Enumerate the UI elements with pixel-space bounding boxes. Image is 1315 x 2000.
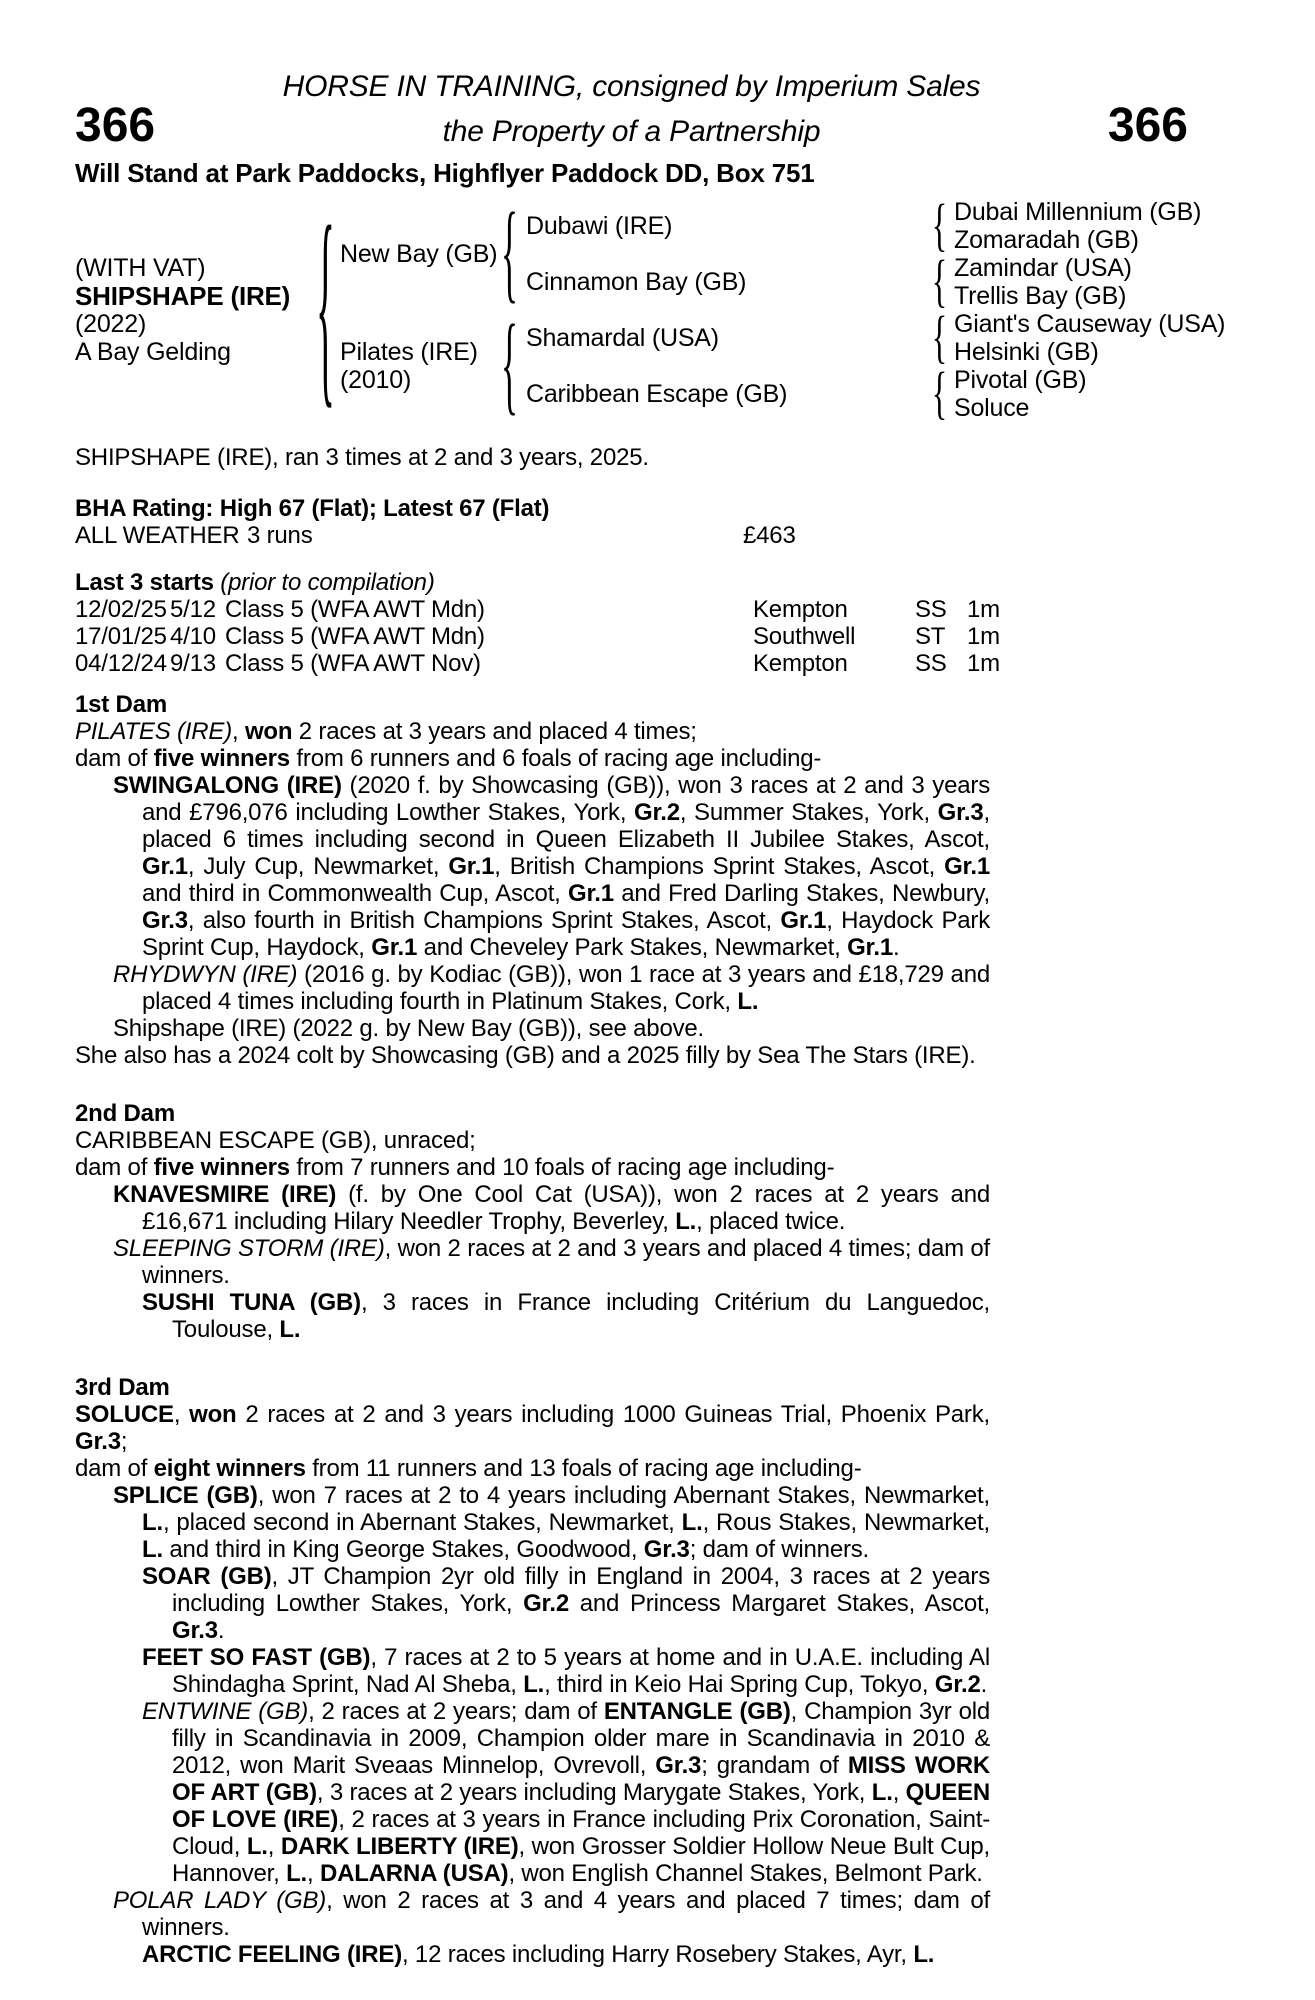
emphasised-name: ENTANGLE (GB) [603, 1698, 791, 1725]
italic-name: PILATES (IRE) [75, 718, 232, 745]
pedigree-dam-dam: Caribbean Escape (GB) [526, 380, 788, 408]
pedigree-table [75, 186, 1226, 429]
brace-sire: { [500, 191, 518, 315]
start-distance: 1m [967, 623, 1000, 650]
catalogue-text [75, 444, 1000, 1968]
emphasised-name: SOAR (GB) [142, 1563, 272, 1590]
subject-description: A Bay Gelding [75, 338, 231, 366]
brace-dam-dam: { [931, 361, 947, 426]
subject-block [75, 198, 310, 422]
emphasised-name: L. [246, 1833, 268, 1860]
emphasised-name: ARCTIC FEELING (IRE) [142, 1941, 402, 1968]
brace-dam: { [500, 303, 518, 427]
pedigree-paragraph: ENTWINE (GB), 2 races at 2 years; dam of ENTANGLE (GB), Champion 3yr old filly in Scandinavia in 2009, Champion older mare in Scandinavia in 2010 & 2012, won Marit Sveaas Minnelop, Ovrevoll, Gr.3; grandam of MISS WORK OF ART (GB), 3 races at 2 years including Marygate Stakes, York, L., QUEEN OF LOVE (IRE), 2 races at 3 years in France including Prix Coronation, Saint-Cloud, L., DARK LIBERTY (IRE), won Grosser Soldier Hollow Neue Bult Cup, Hannover, L., DALARNA (USA), won English Channel Stakes, Belmont Park. [142, 1698, 990, 1887]
emphasised-name: won [244, 718, 293, 745]
lot-number-left: 366 [75, 99, 156, 152]
emphasised-name: L. [913, 1941, 935, 1968]
pedigree-paragraph: She also has a 2024 colt by Showcasing (GB) and a 2025 filly by Sea The Stars (IRE). [75, 1042, 976, 1069]
brace-sire-dam: { [931, 249, 947, 314]
pedigree-dam-sire: Shamardal (USA) [526, 324, 719, 352]
vat-note: (WITH VAT) [75, 254, 206, 282]
pedigree-sire-dam: Cinnamon Bay (GB) [526, 268, 747, 296]
pedigree-paragraph: SPLICE (GB), won 7 races at 2 to 4 years including Abernant Stakes, Newmarket, L., placed second in Abernant Stakes, Newmarket, L., Rous Stakes, Newmarket, L. and third in King George Stakes, Goodwood, Gr.3; dam of winners. [113, 1482, 990, 1563]
section-heading: 3rd Dam [75, 1374, 170, 1401]
pedigree-paragraph: FEET SO FAST (GB), 7 races at 2 to 5 years at home and in U.A.E. including Al Shindagha Sprint, Nad Al Sheba, L., third in Keio Hai Spring Cup, Tokyo, Gr.2. [142, 1644, 990, 1698]
pedigree-paragraph: dam of five winners from 7 runners and 10 foals of racing age including- [75, 1154, 835, 1181]
lot-number-right: 366 [1107, 99, 1188, 152]
emphasised-name: Gr.2 [523, 1590, 569, 1617]
section-heading: 2nd Dam [75, 1100, 175, 1127]
start-position: 5/12 [170, 596, 216, 623]
pedigree-paragraph: POLAR LADY (GB), won 2 races at 3 and 4 years and placed 7 times; dam of winners. [113, 1887, 991, 1941]
emphasised-name: L. [681, 1509, 703, 1536]
stabling-line: Will Stand at Park Paddocks, Highflyer Paddock DD, Box 751 [75, 158, 815, 188]
start-position: 9/13 [170, 650, 216, 677]
pedigree-sire-sire: Dubawi (IRE) [526, 212, 673, 240]
emphasised-name: Gr.3 [937, 799, 984, 826]
surface-label: ALL WEATHER [75, 522, 240, 549]
gen3-name: Soluce [954, 394, 1030, 422]
bha-rating-line: BHA Rating: High 67 (Flat); Latest 67 (Flat) [75, 495, 550, 522]
pedigree-paragraph: ARCTIC FEELING (IRE), 12 races including Harry Rosebery Stakes, Ayr, L. [142, 1941, 935, 1968]
last-start-row [75, 596, 1000, 623]
start-going: ST [915, 623, 946, 650]
italic-name: RHYDWYN (IRE) [113, 961, 298, 988]
emphasised-name: Gr.3 [75, 1428, 121, 1455]
start-course: Kempton [753, 650, 848, 677]
property-line: the Property of a Partnership [442, 115, 821, 148]
pedigree-paragraph: PILATES (IRE), won 2 races at 3 years and placed 4 times; [75, 718, 697, 745]
gen3-name: Zamindar (USA) [954, 254, 1132, 282]
last-start-row [75, 650, 1000, 677]
emphasised-name: SPLICE (GB) [113, 1482, 258, 1509]
gen3-name: Pivotal (GB) [954, 366, 1087, 394]
emphasised-name: Gr.1 [944, 853, 990, 880]
pedigree-dam-year: (2010) [340, 366, 412, 394]
emphasised-name: Gr.3 [172, 1617, 218, 1644]
gen3-name: Dubai Millennium (GB) [954, 198, 1202, 226]
emphasised-name: Gr.1 [448, 853, 495, 880]
emphasised-name: Gr.3 [655, 1752, 702, 1779]
start-going: SS [915, 596, 947, 623]
start-going: SS [915, 650, 947, 677]
start-course: Southwell [753, 623, 856, 650]
emphasised-name: FEET SO FAST (GB) [142, 1644, 371, 1671]
pedigree-paragraph: SWINGALONG (IRE) (2020 f. by Showcasing (GB)), won 3 races at 2 and 3 years and £796,076 including Lowther Stakes, York, Gr.2, Summer Stakes, York, Gr.3, placed 6 times including second in Queen Elizabeth II Jubilee Stakes, Ascot, Gr.1, July Cup, Newmarket, Gr.1, British Champions Sprint Stakes, Ascot, Gr.1 and third in Commonwealth Cup, Ascot, Gr.1 and Fred Darling Stakes, Newbury, Gr.3, also fourth in British Champions Sprint Stakes, Ascot, Gr.1, Haydock Park Sprint Cup, Haydock, Gr.1 and Cheveley Park Stakes, Newmarket, Gr.1. [113, 772, 990, 961]
pedigree-paragraph: SOLUCE, won 2 races at 2 and 3 years including 1000 Guineas Trial, Phoenix Park, Gr.3; [75, 1401, 990, 1455]
emphasised-name: L. [286, 1860, 308, 1887]
emphasised-name: Gr.1 [780, 907, 827, 934]
emphasised-name: five winners [153, 745, 290, 772]
emphasised-name: Gr.2 [634, 799, 680, 826]
emphasised-name: MISS WORK OF ART (GB) [172, 1752, 990, 1806]
last-start-row [75, 623, 1000, 650]
gen3-name: Trellis Bay (GB) [954, 282, 1127, 310]
emphasised-name: SWINGALONG (IRE) [113, 772, 342, 799]
italic-name: SLEEPING STORM (IRE) [113, 1235, 385, 1262]
runs-count: 3 runs [247, 522, 313, 549]
start-date: 17/01/25 [75, 623, 167, 650]
subject-year: (2022) [75, 310, 147, 338]
pedigree-paragraph: SUSHI TUNA (GB), 3 races in France including Critérium du Languedoc, Toulouse, L. [142, 1289, 990, 1343]
brace-outer: { [315, 186, 335, 429]
emphasised-name: Gr.1 [847, 934, 893, 961]
consignor-line: HORSE IN TRAINING, consigned by Imperium Sales [282, 70, 981, 103]
section-heading: 1st Dam [75, 691, 167, 718]
surface-earnings-row [75, 522, 990, 549]
pedigree-paragraph: SOAR (GB), JT Champion 2yr old filly in England in 2004, 3 races at 2 years including Lowther Stakes, York, Gr.2 and Princess Margaret Stakes, Ascot, Gr.3. [142, 1563, 991, 1644]
emphasised-name: Gr.2 [934, 1671, 981, 1698]
emphasised-name: Gr.1 [371, 934, 418, 961]
pedigree-dam-name: Pilates (IRE) [340, 338, 478, 366]
emphasised-name: Gr.3 [142, 907, 188, 934]
pedigree-paragraph: Shipshape (IRE) (2022 g. by New Bay (GB)), see above. [113, 1015, 705, 1042]
start-date: 12/02/25 [75, 596, 167, 623]
emphasised-name: L. [142, 1536, 163, 1563]
emphasised-name: Gr.1 [142, 853, 188, 880]
emphasised-name: L. [737, 988, 759, 1015]
pedigree-paragraph: dam of five winners from 6 runners and 6 foals of racing age including- [75, 745, 822, 772]
emphasised-name: DARK LIBERTY (IRE) [280, 1833, 519, 1860]
emphasised-name: DALARNA (USA) [319, 1860, 509, 1887]
start-class: Class 5 (WFA AWT Mdn) [225, 596, 485, 623]
emphasised-name: Gr.1 [568, 880, 614, 907]
emphasised-name: five winners [153, 1154, 290, 1181]
emphasised-name: L. [279, 1316, 301, 1343]
emphasised-name: SUSHI TUNA (GB) [142, 1289, 361, 1316]
start-position: 4/10 [170, 623, 216, 650]
gen3-name: Zomaradah (GB) [954, 226, 1139, 254]
brace-dam-sire: { [931, 305, 947, 370]
subject-name: SHIPSHAPE (IRE) [75, 281, 291, 311]
brace-sire-sire: { [931, 193, 947, 258]
emphasised-name: L. [871, 1779, 893, 1806]
pedigree-dam [340, 310, 492, 422]
italic-name: ENTWINE (GB) [142, 1698, 309, 1725]
gen3-name: Helsinki (GB) [954, 338, 1099, 366]
page-header [75, 70, 1188, 188]
emphasised-name: SOLUCE [75, 1401, 174, 1428]
dam-sections [75, 691, 990, 1968]
start-class: Class 5 (WFA AWT Mdn) [225, 623, 485, 650]
gen3-name: Giant's Causeway (USA) [954, 310, 1226, 338]
start-date: 04/12/24 [75, 650, 167, 677]
italic-name: POLAR LADY (GB) [113, 1887, 327, 1914]
emphasised-name: L. [142, 1509, 163, 1536]
start-distance: 1m [967, 596, 1000, 623]
emphasised-name: QUEEN OF LOVE (IRE) [172, 1779, 990, 1833]
pedigree-paragraph: dam of eight winners from 11 runners and 13 foals of racing age including- [75, 1455, 862, 1482]
earnings-value: £463 [743, 522, 796, 549]
pedigree-sire: New Bay (GB) [340, 240, 498, 268]
emphasised-name: KNAVESMIRE (IRE) [113, 1181, 337, 1208]
emphasised-name: Gr.3 [643, 1536, 690, 1563]
pedigree-paragraph: CARIBBEAN ESCAPE (GB), unraced; [75, 1127, 476, 1154]
pedigree-paragraph: KNAVESMIRE (IRE) (f. by One Cool Cat (USA)), won 2 races at 2 years and £16,671 including Hilary Needler Trophy, Beverley, L., placed twice. [113, 1181, 990, 1235]
pedigree-paragraph: RHYDWYN (IRE) (2016 g. by Kodiac (GB)), won 1 race at 3 years and £18,729 and placed 4 times including fourth in Platinum Stakes, Cork, L. [113, 961, 990, 1015]
emphasised-name: L. [523, 1671, 545, 1698]
emphasised-name: won [189, 1401, 237, 1428]
header-row [75, 99, 1188, 152]
start-class: Class 5 (WFA AWT Nov) [225, 650, 481, 677]
emphasised-name: L. [675, 1208, 697, 1235]
race-record-summary: SHIPSHAPE (IRE), ran 3 times at 2 and 3 years, 2025. [75, 444, 649, 471]
emphasised-name: eight winners [153, 1455, 306, 1482]
start-distance: 1m [967, 650, 1000, 677]
last-starts-heading: Last 3 starts (prior to compilation) [75, 569, 435, 596]
start-course: Kempton [753, 596, 848, 623]
pedigree-paragraph: SLEEPING STORM (IRE), won 2 races at 2 and 3 years and placed 4 times; dam of winners. [113, 1235, 991, 1289]
